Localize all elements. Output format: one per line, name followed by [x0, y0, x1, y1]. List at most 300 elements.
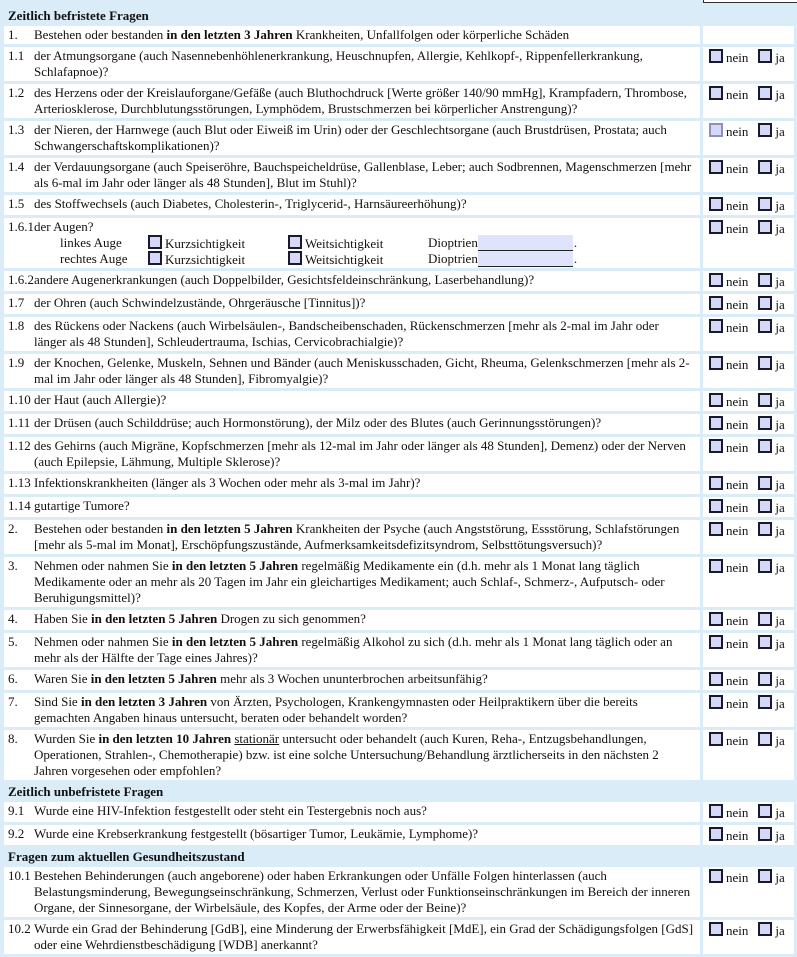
answer-cell: [700, 730, 794, 780]
question-number: 1.12: [4, 437, 34, 471]
question-number: 1.14: [4, 497, 34, 517]
previous-row-field[interactable]: [703, 0, 797, 3]
diopters-label: Dioptrien: [428, 251, 478, 266]
farsighted-option[interactable]: [288, 251, 428, 268]
answer-yes-option[interactable]: [758, 393, 784, 410]
answer-no-option[interactable]: [709, 86, 748, 103]
yes-checkbox[interactable]: [758, 220, 772, 234]
question-text: [34, 121, 700, 155]
yes-checkbox[interactable]: [758, 804, 772, 818]
no-checkbox[interactable]: [709, 123, 723, 137]
eye-row: [60, 251, 694, 267]
question-row: [4, 84, 794, 118]
answer-no-option[interactable]: [709, 499, 748, 516]
text-part: Wurde eine HIV-Infektion festgestellt oder steht ein Testergebnis noch aus?: [34, 803, 427, 818]
underlined-text: stationär: [234, 731, 280, 746]
no-checkbox[interactable]: [709, 559, 723, 573]
answer-cell: [700, 633, 794, 667]
answer-no-option[interactable]: [709, 869, 748, 886]
answer-yes-option[interactable]: [758, 273, 784, 290]
question-text: [34, 437, 700, 471]
text-part: Drogen zu sich genommen?: [217, 611, 366, 626]
yes-label: ja: [775, 297, 785, 312]
yes-checkbox[interactable]: [758, 296, 772, 310]
question-number: 1.6.2: [4, 271, 34, 291]
question-number: 8.: [4, 730, 34, 780]
no-checkbox[interactable]: [709, 197, 723, 211]
answer-cell: [700, 670, 794, 690]
text-part: des Rückens oder Nackens (auch Wirbelsäulen-, Bandscheibenschaden, Rückenschmerzen [mehr als 2-mal im Jahr oder länger als 48 Stunden], Schleudertrauma, Ischias, Cervicobrachialgie)?: [34, 318, 659, 349]
text-part: von Ärzten, Psychologen, Krankengymnasten oder Heilpraktikern über die bereits gemachten Angaben hinaus untersucht, beraten oder behandelt worden?: [34, 694, 638, 725]
text-part: des Herzens oder der Kreislauforgane/Gefäße (auch Bluthochdruck [Werte größer 140/90 mmHg], Krampfadern, Thrombose, Arteriosklerose, Durchblutungsstörungen, Lymphödem, Brustschmerzen bei körperlicher Anstrengung)?: [34, 85, 687, 116]
yes-checkbox[interactable]: [758, 160, 772, 174]
answer-yes-option[interactable]: [758, 499, 784, 516]
yes-checkbox[interactable]: [758, 635, 772, 649]
nearsighted-checkbox[interactable]: [148, 235, 162, 249]
question-number: 1.8: [4, 317, 34, 351]
answer-cell: [700, 84, 794, 118]
question-row: [4, 497, 794, 517]
answer-no-option[interactable]: [709, 319, 748, 336]
question-text: [34, 391, 700, 411]
answer-no-option[interactable]: [709, 732, 748, 749]
answer-yes-option[interactable]: [758, 197, 784, 214]
yes-checkbox[interactable]: [758, 732, 772, 746]
no-checkbox[interactable]: [709, 499, 723, 513]
no-checkbox[interactable]: [709, 439, 723, 453]
answer-yes-option[interactable]: [758, 612, 784, 629]
no-label: nein: [725, 87, 749, 102]
no-label: nein: [725, 221, 749, 236]
no-checkbox[interactable]: [709, 393, 723, 407]
yes-label: ja: [775, 696, 785, 711]
answer-cell: [700, 414, 794, 434]
answer-cell: [700, 271, 794, 291]
text-part: Nehmen oder nahmen Sie: [34, 558, 172, 573]
emphasis-text: in den letzten 3 Jahren: [166, 27, 293, 42]
yes-label: ja: [775, 828, 785, 843]
yes-checkbox[interactable]: [758, 123, 772, 137]
question-row: [4, 271, 794, 291]
yes-checkbox[interactable]: [758, 612, 772, 626]
question-text: [34, 920, 700, 954]
no-label: nein: [725, 394, 749, 409]
yes-label: ja: [775, 417, 785, 432]
answer-yes-option[interactable]: [758, 439, 784, 456]
text-part: Bestehen Behinderungen (auch angeborene) oder haben Erkrankungen oder Unfälle Folgen hinterlassen (auch Belastungsminderung, Bewegungseinschränkung, Schmerzen, Verlust oder Funktionseinschränkungen im Bereich der inneren Organe, der Sinnesorgane, der Wirbelsäule, des Kopfes, der Arme oder der Beine)?: [34, 868, 691, 915]
answer-no-option[interactable]: [709, 296, 748, 313]
diopters-input[interactable]: [478, 235, 573, 251]
answer-cell: [700, 693, 794, 727]
question-text: [34, 47, 700, 81]
yes-label: ja: [775, 560, 785, 575]
question-text: [34, 497, 700, 517]
no-label: nein: [725, 297, 749, 312]
text-part: untersucht oder behandelt (auch Kuren, Reha-, Entzugsbehandlungen, Operationen, Strahlen-, Chemotherapie) bzw. ist eine solche Untersuchung/Behandlung ärztlicherseits in den nächsten 2 Jahren vorgesehen oder empfohlen?: [34, 731, 659, 778]
answer-cell: [700, 825, 794, 845]
answer-no-option[interactable]: [709, 49, 748, 66]
answer-cell: [700, 610, 794, 630]
question-number: 1.13: [4, 474, 34, 494]
question-text: [34, 84, 700, 118]
no-checkbox[interactable]: [709, 732, 723, 746]
answer-yes-option[interactable]: [758, 559, 784, 576]
no-checkbox[interactable]: [709, 827, 723, 841]
answer-cell: [700, 218, 794, 268]
text-part: der Verdauungsorgane (auch Speiseröhre, Bauchspeicheldrüse, Gallenblase, Leber; auch Sodbrennen, Magenschmerzen [mehr als 6-mal im Jahr oder länger als 48 Stunden], Blut im Stuhl)?: [34, 159, 692, 190]
text-part: Waren Sie: [34, 671, 91, 686]
yes-label: ja: [775, 440, 785, 455]
answer-yes-option[interactable]: [758, 86, 784, 103]
question-row: [4, 693, 794, 727]
no-checkbox[interactable]: [709, 160, 723, 174]
question-number: 2.: [4, 520, 34, 554]
question-row: [4, 354, 794, 388]
question-number: 10.1: [4, 867, 34, 917]
text-part: der Haut (auch Allergie)?: [34, 392, 167, 407]
question-text: [34, 557, 700, 607]
diopters-label: Dioptrien: [428, 235, 478, 250]
answer-cell: [700, 802, 794, 822]
no-checkbox[interactable]: [709, 220, 723, 234]
farsighted-label: Weitsichtigkeit: [305, 251, 384, 267]
question-number: 7.: [4, 693, 34, 727]
yes-checkbox[interactable]: [758, 522, 772, 536]
nearsighted-option[interactable]: [148, 235, 288, 252]
answer-no-option[interactable]: [709, 439, 748, 456]
section-header: [4, 7, 794, 23]
question-row: [4, 730, 794, 780]
question-number: 1.: [4, 26, 34, 44]
yes-label: ja: [775, 87, 785, 102]
question-row: [4, 391, 794, 411]
yes-checkbox[interactable]: [758, 439, 772, 453]
question-number: 1.11: [4, 414, 34, 434]
eye-row: [60, 235, 694, 251]
answer-no-option[interactable]: [709, 922, 748, 939]
question-row: [4, 26, 794, 44]
question-row: [4, 158, 794, 192]
emphasis-text: in den letzten 5 Jahren: [171, 558, 299, 573]
answer-no-option[interactable]: [709, 635, 748, 652]
question-text: [34, 294, 700, 314]
answer-no-option[interactable]: [709, 273, 748, 290]
yes-label: ja: [775, 673, 785, 688]
answer-no-option[interactable]: [709, 559, 748, 576]
question-row: [4, 825, 794, 845]
answer-yes-option[interactable]: [758, 869, 784, 886]
yes-checkbox[interactable]: [758, 672, 772, 686]
question-text: [34, 474, 700, 494]
question-number: 6.: [4, 670, 34, 690]
yes-label: ja: [775, 523, 785, 538]
answer-cell: [700, 47, 794, 81]
answer-no-option[interactable]: [709, 160, 748, 177]
answer-cell: [700, 497, 794, 517]
answer-no-option[interactable]: [709, 672, 748, 689]
no-checkbox[interactable]: [709, 869, 723, 883]
no-label: nein: [725, 274, 749, 289]
farsighted-checkbox[interactable]: [288, 251, 302, 265]
yes-label: ja: [775, 50, 785, 65]
question-text: [34, 633, 700, 667]
no-checkbox[interactable]: [709, 804, 723, 818]
question-number: 1.2: [4, 84, 34, 118]
no-label: nein: [725, 805, 749, 820]
text-part: Haben Sie: [34, 611, 92, 626]
text-part: der Knochen, Gelenke, Muskeln, Sehnen und Bänder (auch Meniskusschaden, Gicht, Rheuma, Gelenkschmerzen [mehr als 2-mal im Jahr oder länger als 48 Stunden], Fibromyalgie)?: [34, 355, 690, 386]
diopters-input[interactable]: [478, 251, 573, 267]
yes-label: ja: [775, 923, 785, 938]
question-text: [34, 610, 700, 630]
question-row: [4, 121, 794, 155]
answer-yes-option[interactable]: [758, 732, 784, 749]
emphasis-text: in den letzten 10 Jahren: [98, 731, 232, 746]
eye-side-label: rechtes Auge: [60, 251, 128, 266]
question-row: [4, 670, 794, 690]
yes-checkbox[interactable]: [758, 273, 772, 287]
text-part: regelmäßig Medikamente ein (d.h. mehr als 1 Monat lang täglich Medikamente oder an mehr als 20 Tagen im Jahr ein gleichartiges Medikament; auch Schlaf-, Schmerz-, Aufputsch- oder Beruhigungsmittel)?: [34, 558, 665, 605]
answer-yes-option[interactable]: [758, 160, 784, 177]
no-label: nein: [725, 923, 749, 938]
nearsighted-option[interactable]: [148, 251, 288, 268]
answer-no-option[interactable]: [709, 356, 748, 373]
answer-no-option[interactable]: [709, 522, 748, 539]
answer-yes-option[interactable]: [758, 522, 784, 539]
no-checkbox[interactable]: [709, 695, 723, 709]
answer-yes-option[interactable]: [758, 476, 784, 493]
text-part: der Drüsen (auch Schilddrüse; auch Hormonstörung), der Milz oder des Blutes (auch Gerinnungsstörungen)?: [34, 415, 602, 430]
no-checkbox[interactable]: [709, 86, 723, 100]
yes-label: ja: [775, 870, 785, 885]
answer-yes-option[interactable]: [758, 672, 784, 689]
no-checkbox[interactable]: [709, 273, 723, 287]
no-label: nein: [725, 636, 749, 651]
question-row: [4, 294, 794, 314]
yes-label: ja: [775, 805, 785, 820]
no-label: nein: [725, 613, 749, 628]
answer-yes-option[interactable]: [758, 635, 784, 652]
question-number: 1.3: [4, 121, 34, 155]
answer-cell: [700, 867, 794, 917]
question-number: 9.2: [4, 825, 34, 845]
yes-checkbox[interactable]: [758, 393, 772, 407]
answer-cell: [700, 317, 794, 351]
yes-label: ja: [775, 733, 785, 748]
nearsighted-checkbox[interactable]: [148, 251, 162, 265]
yes-label: ja: [775, 198, 785, 213]
question-row: [4, 437, 794, 471]
question-text: [34, 218, 700, 268]
yes-label: ja: [775, 320, 785, 335]
health-questions-table: [4, 4, 794, 957]
answer-no-option[interactable]: [709, 393, 748, 410]
answer-cell: [700, 520, 794, 554]
question-row: [4, 317, 794, 351]
yes-label: ja: [775, 221, 785, 236]
text-part: gutartige Tumore?: [34, 498, 130, 513]
no-label: nein: [725, 320, 749, 335]
answer-no-option[interactable]: [709, 416, 748, 433]
text-part: Sind Sie: [34, 694, 81, 709]
yes-checkbox[interactable]: [758, 922, 772, 936]
question-number: 5.: [4, 633, 34, 667]
yes-label: ja: [775, 161, 785, 176]
answer-no-option[interactable]: [709, 476, 748, 493]
answer-yes-option[interactable]: [758, 827, 784, 844]
no-label: nein: [725, 417, 749, 432]
emphasis-text: in den letzten 5 Jahren: [91, 611, 218, 626]
question-row: [4, 520, 794, 554]
answer-no-option[interactable]: [709, 220, 748, 237]
text-part: Wurde eine Krebserkrankung festgestellt (bösartiger Tumor, Leukämie, Lymphome)?: [34, 826, 479, 841]
text-part: Wurde ein Grad der Behinderung [GdB], eine Minderung der Erwerbsfähigkeit [MdE], ein Grad der Schädigungsfolgen [GdS] oder eine Wehrdienstbeschädigung [WDB] anerkannt?: [34, 921, 694, 952]
no-checkbox[interactable]: [709, 612, 723, 626]
question-number: 10.2: [4, 920, 34, 954]
section-header: [4, 783, 794, 799]
text-part: des Gehirns (auch Migräne, Kopfschmerzen [mehr als 12-mal im Jahr oder länger als 48 Stunden], Demenz) oder der Nerven (auch Epilepsie, Lähmung, Multiple Sklerose)?: [34, 438, 686, 469]
answer-yes-option[interactable]: [758, 220, 784, 237]
answer-yes-option[interactable]: [758, 922, 784, 939]
answer-yes-option[interactable]: [758, 49, 784, 66]
answer-cell: [700, 474, 794, 494]
no-checkbox[interactable]: [709, 672, 723, 686]
answer-cell: [700, 391, 794, 411]
yes-label: ja: [775, 613, 785, 628]
emphasis-text: in den letzten 5 Jahren: [171, 634, 299, 649]
question-number: 1.7: [4, 294, 34, 314]
yes-label: ja: [775, 500, 785, 515]
question-number: 1.10: [4, 391, 34, 411]
section-title: Zeitlich befristete Fragen: [4, 7, 794, 23]
no-label: nein: [725, 161, 749, 176]
section-header: [4, 848, 794, 864]
yes-checkbox[interactable]: [758, 476, 772, 490]
yes-label: ja: [775, 394, 785, 409]
answer-no-option[interactable]: [709, 827, 748, 844]
section-title: Fragen zum aktuellen Gesundheitszustand: [4, 848, 794, 864]
yes-checkbox[interactable]: [758, 86, 772, 100]
no-checkbox[interactable]: [709, 49, 723, 63]
question-text: [34, 195, 700, 215]
no-label: nein: [725, 124, 749, 139]
no-label: nein: [725, 696, 749, 711]
no-checkbox[interactable]: [709, 416, 723, 430]
question-row: [4, 920, 794, 954]
no-label: nein: [725, 560, 749, 575]
yes-checkbox[interactable]: [758, 49, 772, 63]
no-checkbox[interactable]: [709, 296, 723, 310]
farsighted-checkbox[interactable]: [288, 235, 302, 249]
answer-yes-option[interactable]: [758, 804, 784, 821]
answer-cell: [700, 354, 794, 388]
question-number: 1.1: [4, 47, 34, 81]
question-text: [34, 520, 700, 554]
answer-cell: [700, 158, 794, 192]
text-part: Infektionskrankheiten (länger als 3 Wochen oder mehr als 3-mal im Jahr)?: [34, 475, 421, 490]
question-row: [4, 474, 794, 494]
no-checkbox[interactable]: [709, 522, 723, 536]
answer-yes-option[interactable]: [758, 319, 784, 336]
no-checkbox[interactable]: [709, 922, 723, 936]
emphasis-text: in den letzten 5 Jahren: [166, 521, 293, 536]
answer-no-option[interactable]: [709, 804, 748, 821]
yes-checkbox[interactable]: [758, 197, 772, 211]
text-part: der Atmungsorgane (auch Nasennebenhöhlenerkrankung, Heuschnupfen, Allergie, Kehlkopf-, Rippenfellerkrankung, Schlafapnoe)?: [34, 48, 643, 79]
question-number: 4.: [4, 610, 34, 630]
no-checkbox[interactable]: [709, 635, 723, 649]
question-number: 1.4: [4, 158, 34, 192]
answer-no-option[interactable]: [709, 695, 748, 712]
question-row: [4, 47, 794, 81]
answer-yes-option[interactable]: [758, 695, 784, 712]
farsighted-option[interactable]: [288, 235, 428, 252]
answer-yes-option[interactable]: [758, 296, 784, 313]
answer-no-option[interactable]: [709, 197, 748, 214]
answer-cell: [700, 437, 794, 471]
text-part: des Stoffwechsels (auch Diabetes, Cholesterin-, Triglycerid-, Harnsäureerhöhung)?: [34, 196, 467, 211]
answer-yes-option[interactable]: [758, 416, 784, 433]
yes-checkbox[interactable]: [758, 559, 772, 573]
text-part: Krankheiten, Unfallfolgen oder körperliche Schäden: [292, 27, 570, 42]
yes-checkbox[interactable]: [758, 827, 772, 841]
question-text: [34, 730, 700, 780]
answer-no-option[interactable]: [709, 612, 748, 629]
question-number: 1.9: [4, 354, 34, 388]
answer-yes-option[interactable]: [758, 123, 784, 140]
question-row: [4, 195, 794, 215]
period: .: [573, 235, 578, 250]
no-checkbox[interactable]: [709, 319, 723, 333]
no-label: nein: [725, 440, 749, 455]
no-checkbox[interactable]: [709, 356, 723, 370]
question-text: [34, 825, 700, 845]
answer-yes-option[interactable]: [758, 356, 784, 373]
eye-side-label: linkes Auge: [60, 235, 122, 250]
yes-checkbox[interactable]: [758, 695, 772, 709]
emphasis-text: in den letzten 5 Jahren: [90, 671, 217, 686]
answer-no-option[interactable]: [709, 123, 748, 140]
question-row: [4, 414, 794, 434]
yes-checkbox[interactable]: [758, 319, 772, 333]
text-part: der Ohren (auch Schwindelzustände, Ohrgeräusche [Tinnitus])?: [34, 295, 366, 310]
question-number: 1.5: [4, 195, 34, 215]
text-part: Bestehen oder bestanden: [34, 521, 167, 536]
no-label: nein: [725, 198, 749, 213]
no-checkbox[interactable]: [709, 476, 723, 490]
text-part: Krankheiten der Psyche (auch Angststörung, Essstörung, Schlafstörungen [mehr als 5-mal im Monat], Erschöpfungszustände, Aufmerksamkeitsdefizitsyndrom, Selbsttötungsversuch)?: [34, 521, 680, 552]
no-label: nein: [725, 500, 749, 515]
question-row: [4, 557, 794, 607]
yes-checkbox[interactable]: [758, 356, 772, 370]
yes-checkbox[interactable]: [758, 869, 772, 883]
question-number: 9.1: [4, 802, 34, 822]
question-row: [4, 633, 794, 667]
question-number: 3.: [4, 557, 34, 607]
question-row: [4, 218, 794, 268]
text-part: Nehmen oder nahmen Sie: [34, 634, 172, 649]
nearsighted-label: Kurzsichtigkeit: [165, 251, 246, 267]
answer-cell: [700, 195, 794, 215]
farsighted-label: Weitsichtigkeit: [305, 235, 384, 251]
question-row: [4, 802, 794, 822]
yes-checkbox[interactable]: [758, 499, 772, 513]
text-part: Bestehen oder bestanden: [34, 27, 167, 42]
question-text: [34, 317, 700, 351]
period: .: [573, 251, 578, 266]
emphasis-text: in den letzten 3 Jahren: [80, 694, 208, 709]
yes-checkbox[interactable]: [758, 416, 772, 430]
